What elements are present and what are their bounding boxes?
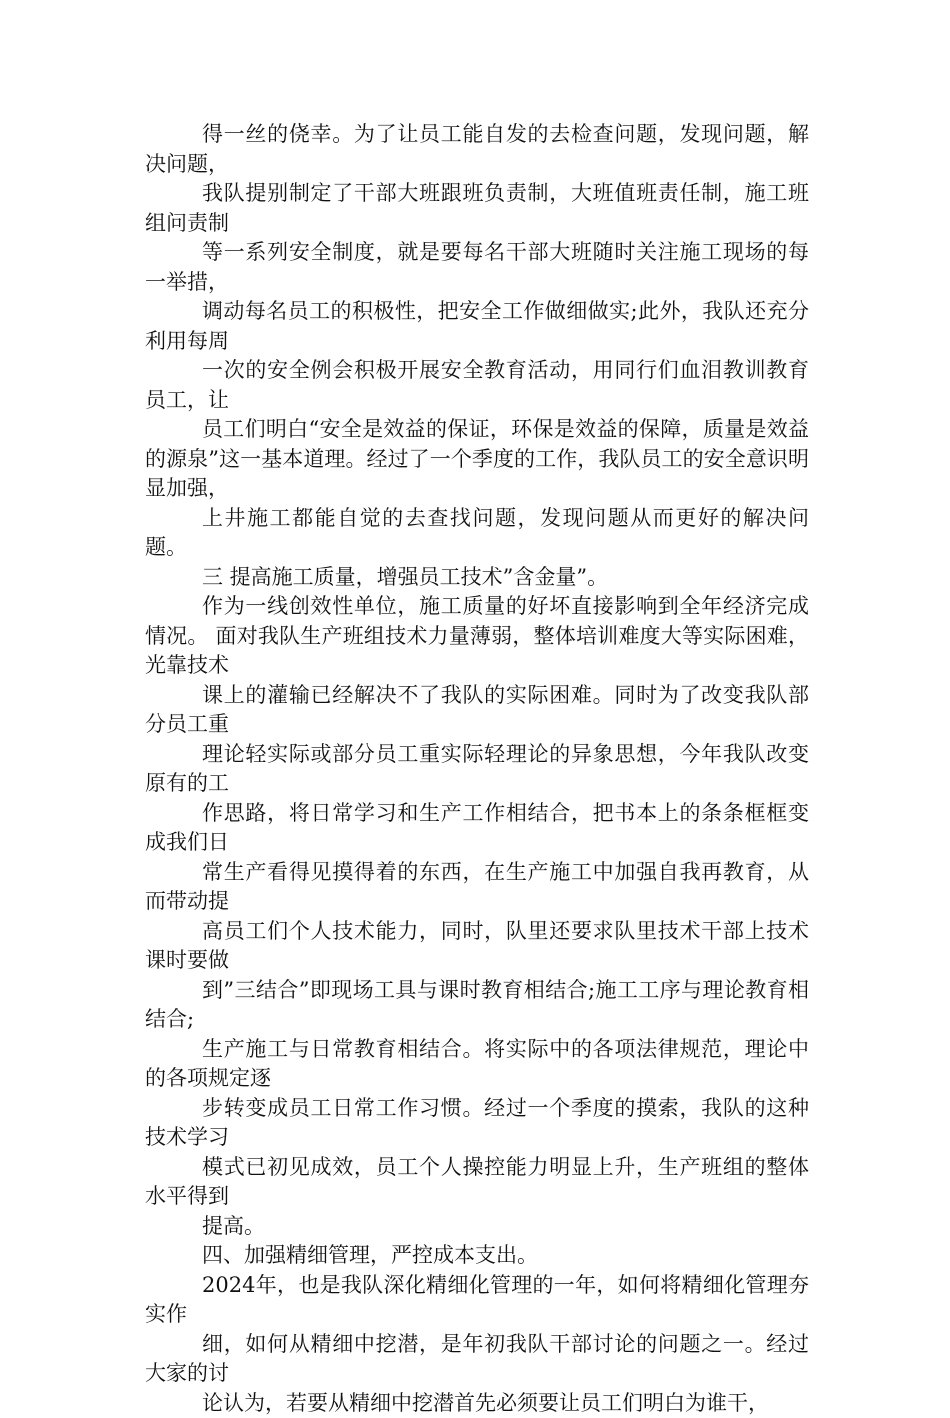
paragraph: 模式已初见成效，员工个人操控能力明显上升，生产班组的整体水平得到: [145, 1153, 809, 1212]
paragraph: 生产施工与日常教育相结合。将实际中的各项法律规范，理论中的各项规定逐: [145, 1035, 809, 1094]
paragraph: 作思路，将日常学习和生产工作相结合，把书本上的条条框框变成我们日: [145, 799, 809, 858]
paragraph: 理论轻实际或部分员工重实际轻理论的异象思想，今年我队改变原有的工: [145, 740, 809, 799]
paragraph: 细，如何从精细中挖潜，是年初我队干部讨论的问题之一。经过大家的讨: [145, 1330, 809, 1389]
section-heading: 三 提高施工质量，增强员工技术”含金量”。: [145, 563, 809, 593]
document-page: [145, 120, 809, 1418]
paragraph: 我队提别制定了干部大班跟班负责制，大班值班责任制，施工班组问责制: [145, 179, 809, 238]
paragraph: 一次的安全例会积极开展安全教育活动，用同行们血泪教训教育员工，让: [145, 356, 809, 415]
paragraph: 上井施工都能自觉的去查找问题，发现问题从而更好的解决问题。: [145, 504, 809, 563]
paragraph: 到”三结合”即现场工具与课时教育相结合;施工工序与理论教育相结合;: [145, 976, 809, 1035]
paragraph: 常生产看得见摸得着的东西，在生产施工中加强自我再教育，从而带动提: [145, 858, 809, 917]
paragraph: 论认为，若要从精细中挖潜首先必须要让员工们明白为谁干，: [145, 1389, 809, 1418]
paragraph: 作为一线创效性单位，施工质量的好坏直接影响到全年经济完成情况。 面对我队生产班组技术力量薄弱，整体培训难度大等实际困难，光靠技术: [145, 592, 809, 681]
paragraph: 高员工们个人技术能力，同时，队里还要求队里技术干部上技术课时要做: [145, 917, 809, 976]
paragraph: 调动每名员工的积极性，把安全工作做细做实;此外，我队还充分利用每周: [145, 297, 809, 356]
paragraph: 得一丝的侥幸。为了让员工能自发的去检查问题，发现问题，解决问题，: [145, 120, 809, 179]
paragraph: 等一系列安全制度，就是要每名干部大班随时关注施工现场的每一举措，: [145, 238, 809, 297]
paragraph: 课上的灌输已经解决不了我队的实际困难。同时为了改变我队部分员工重: [145, 681, 809, 740]
paragraph: 提高。: [145, 1212, 809, 1242]
paragraph: 2024年，也是我队深化精细化管理的一年，如何将精细化管理夯实作: [145, 1271, 809, 1330]
paragraph: 步转变成员工日常工作习惯。经过一个季度的摸索，我队的这种技术学习: [145, 1094, 809, 1153]
paragraph: 员工们明白“安全是效益的保证，环保是效益的保障，质量是效益的源泉”这一基本道理。经过了一个季度的工作，我队员工的安全意识明显加强，: [145, 415, 809, 504]
section-heading: 四、加强精细管理，严控成本支出。: [145, 1241, 809, 1271]
